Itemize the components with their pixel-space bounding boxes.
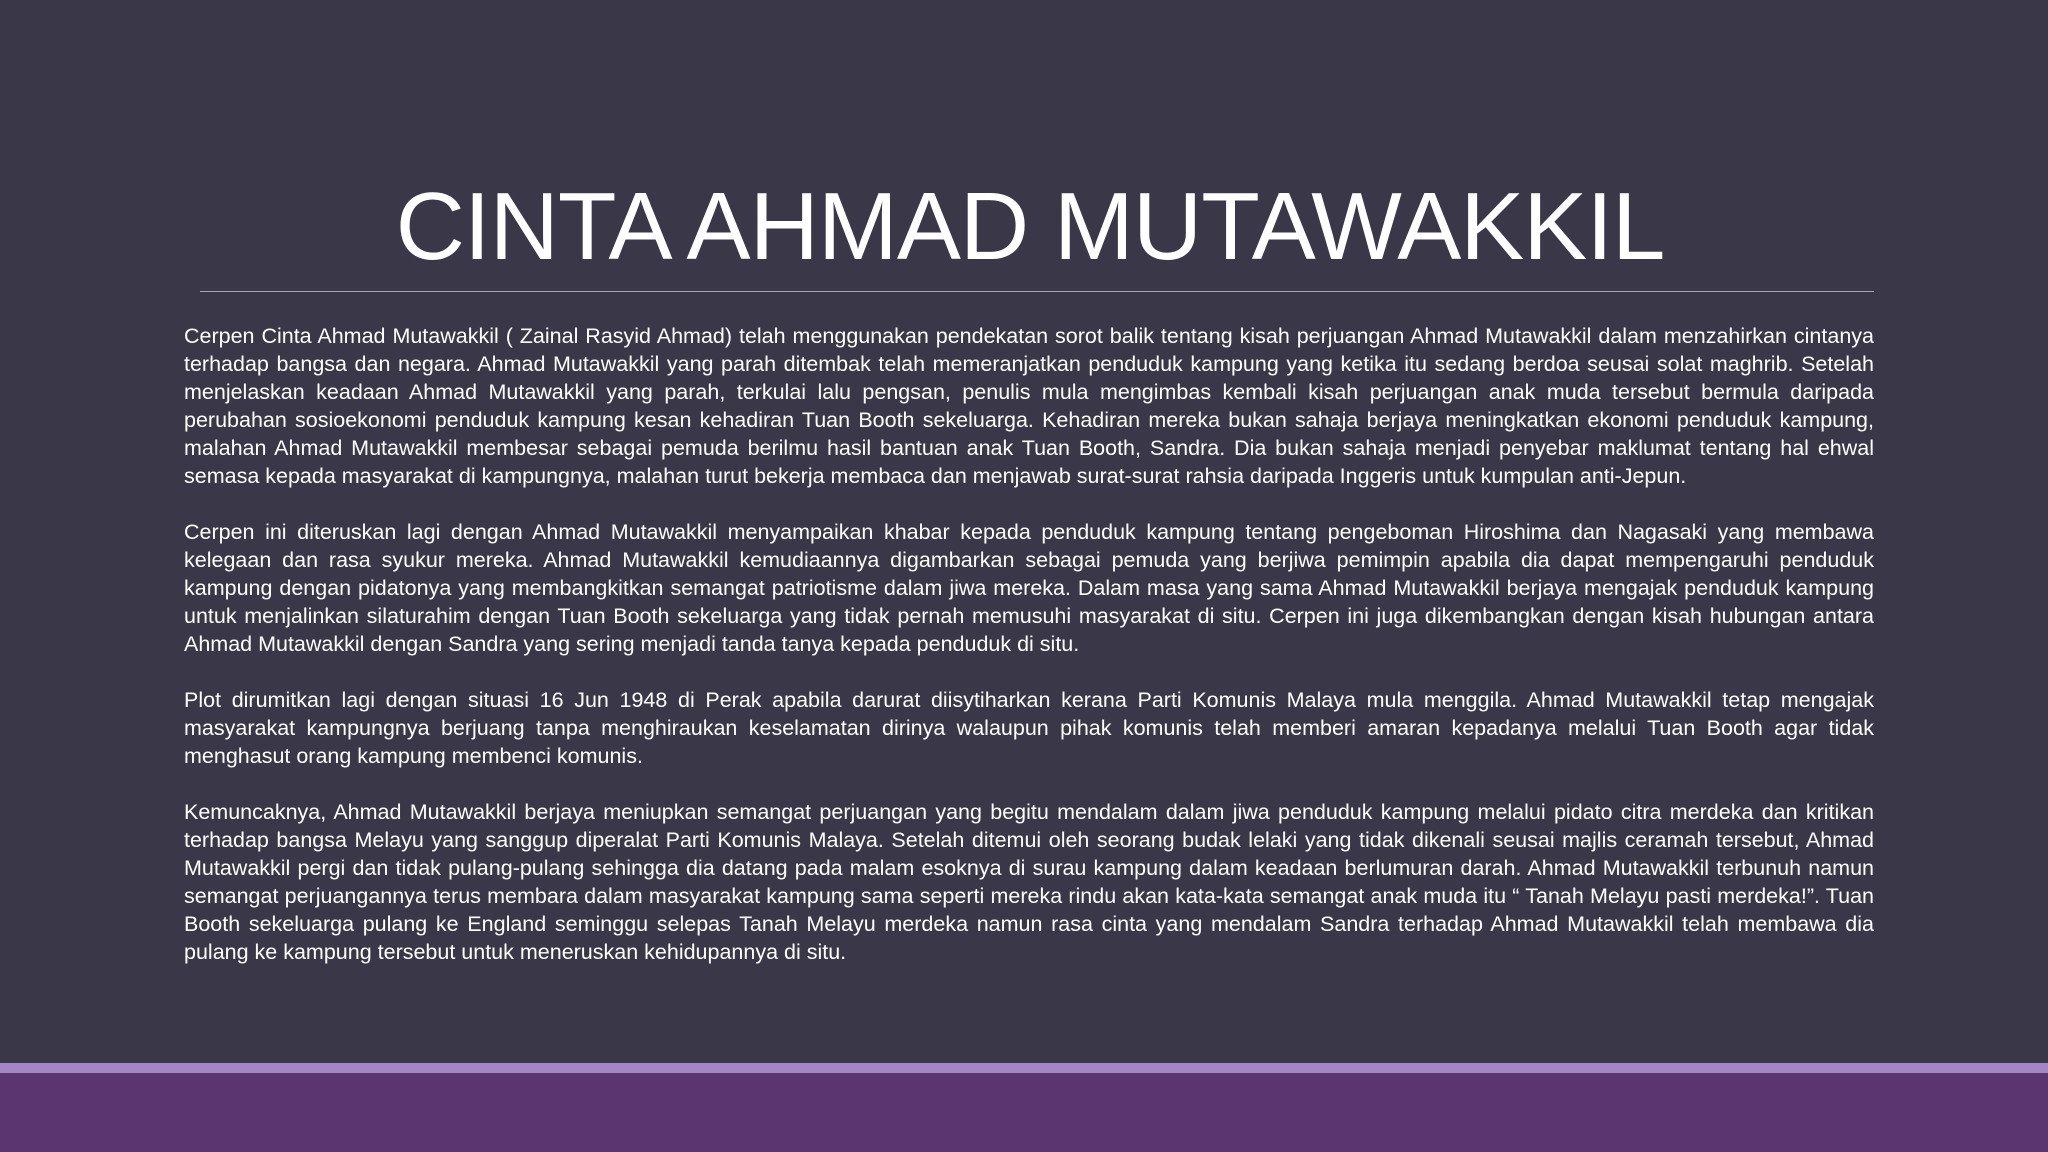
paragraph-1: Cerpen Cinta Ahmad Mutawakkil ( Zainal Rasyid Ahmad) telah menggunakan pendekatan sorot balik tentang kisah perjuangan Ahmad Mutawakkil dalam menzahirkan cintanya terhadap bangsa dan negara. Ahmad Mutawakkil yang parah ditembak telah memeranjatkan penduduk kampung yang ketika itu sedang berdoa seusai solat maghrib. Setelah menjelaskan keadaan Ahmad Mutawakkil yang parah, terkulai lalu pengsan, penulis mula mengimbas kembali kisah perjuangan anak muda tersebut bermula daripada perubahan sosioekonomi penduduk kampung kesan kehadiran Tuan Booth sekeluarga. Kehadiran mereka bukan sahaja berjaya meningkatkan ekonomi penduduk kampung, malahan Ahmad Mutawakkil membesar sebagai pemuda berilmu hasil bantuan anak Tuan Booth, Sandra. Dia bukan sahaja menjadi penyebar maklumat tentang hal ehwal semasa kepada masyarakat di kampungnya, malahan turut bekerja membaca dan menjawab surat-surat rahsia daripada Inggeris untuk kumpulan anti-Jepun. (184, 324, 1874, 488)
footer-accent-stripe (0, 1063, 2048, 1073)
paragraph-3: Plot dirumitkan lagi dengan situasi 16 Jun 1948 di Perak apabila darurat diisytiharkan kerana Parti Komunis Malaya mula menggila. Ahmad Mutawakkil tetap mengajak masyarakat kampungnya berjuang tanpa menghiraukan keselamatan dirinya walaupun pihak komunis telah memberi amaran kepadanya melalui Tuan Booth agar tidak menghasut orang kampung membenci komunis. (184, 688, 1874, 768)
paragraph-2: Cerpen ini diteruskan lagi dengan Ahmad Mutawakkil menyampaikan khabar kepada penduduk kampung tentang pengeboman Hiroshima dan Nagasaki yang membawa kelegaan dan rasa syukur mereka. Ahmad Mutawakkil kemudiaannya digambarkan sebagai pemuda yang berjiwa pemimpin apabila dia dapat mempengaruhi penduduk kampung dengan pidatonya yang membangkitkan semangat patriotisme dalam jiwa mereka. Dalam masa yang sama Ahmad Mutawakkil berjaya mengajak penduduk kampung untuk menjalinkan silaturahim dengan Tuan Booth sekeluarga yang tidak pernah memusuhi masyarakat di situ. Cerpen ini juga dikembangkan dengan kisah hubungan antara Ahmad Mutawakkil dengan Sandra yang sering menjadi tanda tanya kepada penduduk di situ. (184, 520, 1874, 656)
slide-title: CINTA AHMAD MUTAWAKKIL (395, 173, 1665, 280)
title-divider (200, 291, 1874, 292)
slide-body (184, 322, 1874, 994)
paragraph-4: Kemuncaknya, Ahmad Mutawakkil berjaya meniupkan semangat perjuangan yang begitu mendalam dalam jiwa penduduk kampung melalui pidato citra merdeka dan kritikan terhadap bangsa Melayu yang sanggup diperalat Parti Komunis Malaya. Setelah ditemui oleh seorang budak lelaki yang tidak dikenali seusai majlis ceramah tersebut, Ahmad Mutawakkil pergi dan tidak pulang-pulang sehingga dia datang pada malam esoknya di surau kampung dalam keadaan berlumuran darah. Ahmad Mutawakkil terbunuh namun semangat perjuangannya terus membara dalam masyarakat kampung sama seperti mereka rindu akan kata-kata semangat anak muda itu “ Tanah Melayu pasti merdeka!”. Tuan Booth sekeluarga pulang ke England seminggu selepas Tanah Melayu merdeka namun rasa cinta yang mendalam Sandra terhadap Ahmad Mutawakkil telah membawa dia pulang ke kampung tersebut untuk meneruskan kehidupannya di situ. (184, 800, 1874, 964)
footer-band (0, 1073, 2048, 1152)
